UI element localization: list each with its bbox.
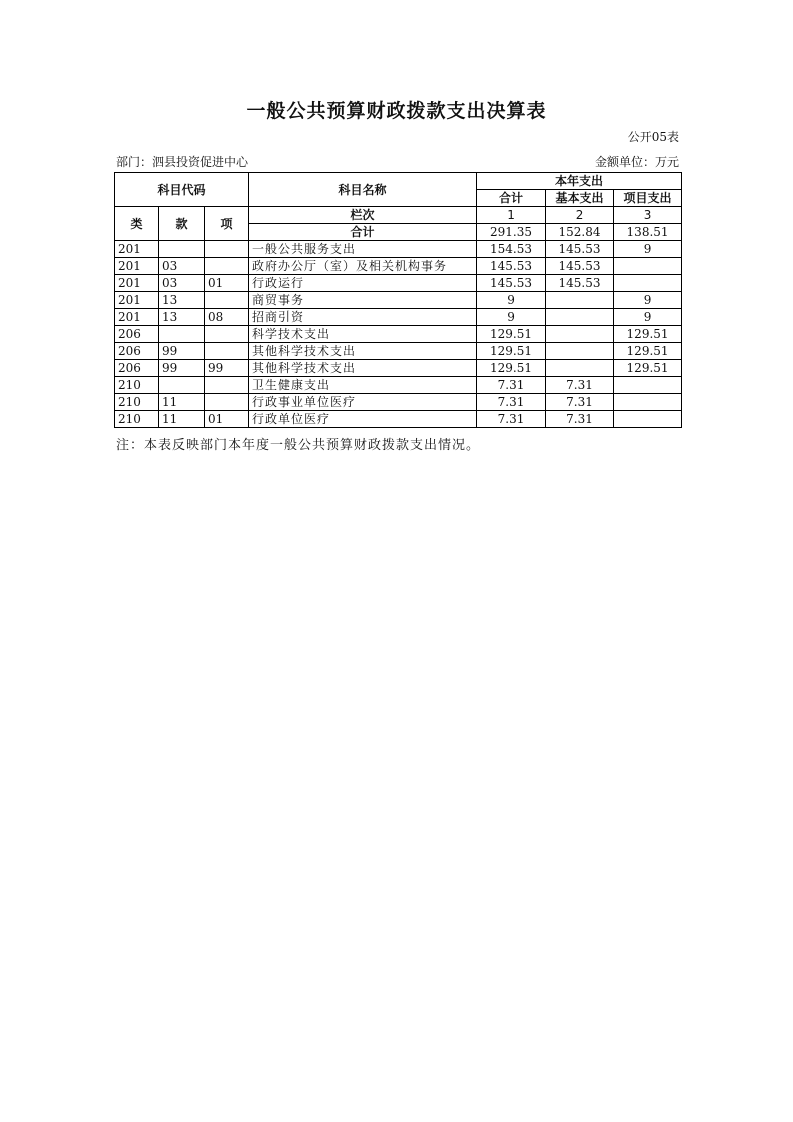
- cell-kuan: 99: [159, 343, 205, 360]
- table-row: [115, 394, 682, 411]
- header-total: 合计: [477, 190, 546, 207]
- cell-project: 129.51: [614, 360, 682, 377]
- table-row: [115, 292, 682, 309]
- cell-lei: 201: [115, 309, 159, 326]
- column-number-3: 3: [614, 207, 682, 224]
- cell-name: 行政单位医疗: [249, 411, 477, 428]
- cell-name: 商贸事务: [249, 292, 477, 309]
- cell-xiang: [205, 394, 249, 411]
- cell-name: 行政事业单位医疗: [249, 394, 477, 411]
- cell-project: [614, 258, 682, 275]
- table-row: [115, 411, 682, 428]
- cell-kuan: [159, 241, 205, 258]
- column-number-2: 2: [546, 207, 614, 224]
- header-year-group: 本年支出: [477, 173, 682, 190]
- cell-total: 7.31: [477, 377, 546, 394]
- cell-xiang: [205, 377, 249, 394]
- cell-xiang: [205, 258, 249, 275]
- cell-total: 9: [477, 309, 546, 326]
- table-row: [115, 241, 682, 258]
- cell-basic: [546, 360, 614, 377]
- cell-total: 129.51: [477, 326, 546, 343]
- header-xiang: 项: [205, 207, 249, 241]
- cell-xiang: [205, 292, 249, 309]
- cell-lei: 206: [115, 326, 159, 343]
- header-code-group: 科目代码: [115, 173, 249, 207]
- cell-basic: [546, 326, 614, 343]
- header-name: 科目名称: [249, 173, 477, 207]
- cell-basic: 145.53: [546, 241, 614, 258]
- cell-total: 129.51: [477, 360, 546, 377]
- expenditure-table: [114, 172, 682, 428]
- cell-basic: 145.53: [546, 275, 614, 292]
- totals-total: 291.35: [477, 224, 546, 241]
- cell-project: 9: [614, 241, 682, 258]
- header-basic: 基本支出: [546, 190, 614, 207]
- cell-project: 9: [614, 292, 682, 309]
- cell-total: 9: [477, 292, 546, 309]
- cell-name: 其他科学技术支出: [249, 343, 477, 360]
- table-row: [115, 360, 682, 377]
- cell-lei: 201: [115, 258, 159, 275]
- cell-project: 129.51: [614, 343, 682, 360]
- totals-basic: 152.84: [546, 224, 614, 241]
- totals-project: 138.51: [614, 224, 682, 241]
- cell-project: 129.51: [614, 326, 682, 343]
- cell-kuan: 13: [159, 292, 205, 309]
- cell-lei: 210: [115, 377, 159, 394]
- cell-basic: 7.31: [546, 411, 614, 428]
- cell-total: 129.51: [477, 343, 546, 360]
- cell-basic: [546, 343, 614, 360]
- header-row-3: [115, 207, 682, 224]
- form-number: 公开05表: [627, 130, 679, 144]
- document-title: 一般公共预算财政拨款支出决算表: [246, 100, 547, 122]
- cell-kuan: [159, 377, 205, 394]
- table-row: [115, 275, 682, 292]
- header-lanci: 栏次: [249, 207, 477, 224]
- cell-kuan: 03: [159, 275, 205, 292]
- cell-kuan: 99: [159, 360, 205, 377]
- cell-lei: 206: [115, 343, 159, 360]
- cell-xiang: 99: [205, 360, 249, 377]
- amount-unit-label: 金额单位：万元: [594, 155, 679, 169]
- cell-kuan: 11: [159, 394, 205, 411]
- cell-xiang: 08: [205, 309, 249, 326]
- cell-basic: [546, 292, 614, 309]
- header-lei: 类: [115, 207, 159, 241]
- cell-xiang: [205, 326, 249, 343]
- header-row-1: [115, 173, 682, 190]
- cell-name: 卫生健康支出: [249, 377, 477, 394]
- cell-project: 9: [614, 309, 682, 326]
- cell-name: 招商引资: [249, 309, 477, 326]
- table-row: [115, 326, 682, 343]
- cell-project: [614, 377, 682, 394]
- totals-label: 合计: [249, 224, 477, 241]
- cell-kuan: [159, 326, 205, 343]
- table-row: [115, 258, 682, 275]
- department-label: 部门：泗县投资促进中心: [116, 155, 249, 169]
- cell-project: [614, 411, 682, 428]
- table-row: [115, 377, 682, 394]
- cell-kuan: 13: [159, 309, 205, 326]
- table-row: [115, 343, 682, 360]
- column-number-1: 1: [477, 207, 546, 224]
- cell-xiang: 01: [205, 275, 249, 292]
- cell-project: [614, 394, 682, 411]
- cell-name: 其他科学技术支出: [249, 360, 477, 377]
- cell-lei: 201: [115, 241, 159, 258]
- cell-total: 145.53: [477, 275, 546, 292]
- cell-name: 政府办公厅（室）及相关机构事务: [249, 258, 477, 275]
- header-project: 项目支出: [614, 190, 682, 207]
- cell-xiang: [205, 343, 249, 360]
- cell-basic: 7.31: [546, 394, 614, 411]
- cell-lei: 201: [115, 275, 159, 292]
- cell-lei: 201: [115, 292, 159, 309]
- cell-name: 科学技术支出: [249, 326, 477, 343]
- cell-kuan: 11: [159, 411, 205, 428]
- footnote: 注：本表反映部门本年度一般公共预算财政拨款支出情况。: [116, 438, 481, 453]
- cell-lei: 206: [115, 360, 159, 377]
- cell-basic: 145.53: [546, 258, 614, 275]
- cell-name: 行政运行: [249, 275, 477, 292]
- cell-lei: 210: [115, 394, 159, 411]
- cell-name: 一般公共服务支出: [249, 241, 477, 258]
- header-kuan: 款: [159, 207, 205, 241]
- cell-lei: 210: [115, 411, 159, 428]
- cell-total: 7.31: [477, 411, 546, 428]
- table-row: [115, 309, 682, 326]
- cell-project: [614, 275, 682, 292]
- cell-total: 145.53: [477, 258, 546, 275]
- cell-total: 154.53: [477, 241, 546, 258]
- cell-basic: 7.31: [546, 377, 614, 394]
- cell-total: 7.31: [477, 394, 546, 411]
- cell-xiang: [205, 241, 249, 258]
- cell-basic: [546, 309, 614, 326]
- cell-xiang: 01: [205, 411, 249, 428]
- cell-kuan: 03: [159, 258, 205, 275]
